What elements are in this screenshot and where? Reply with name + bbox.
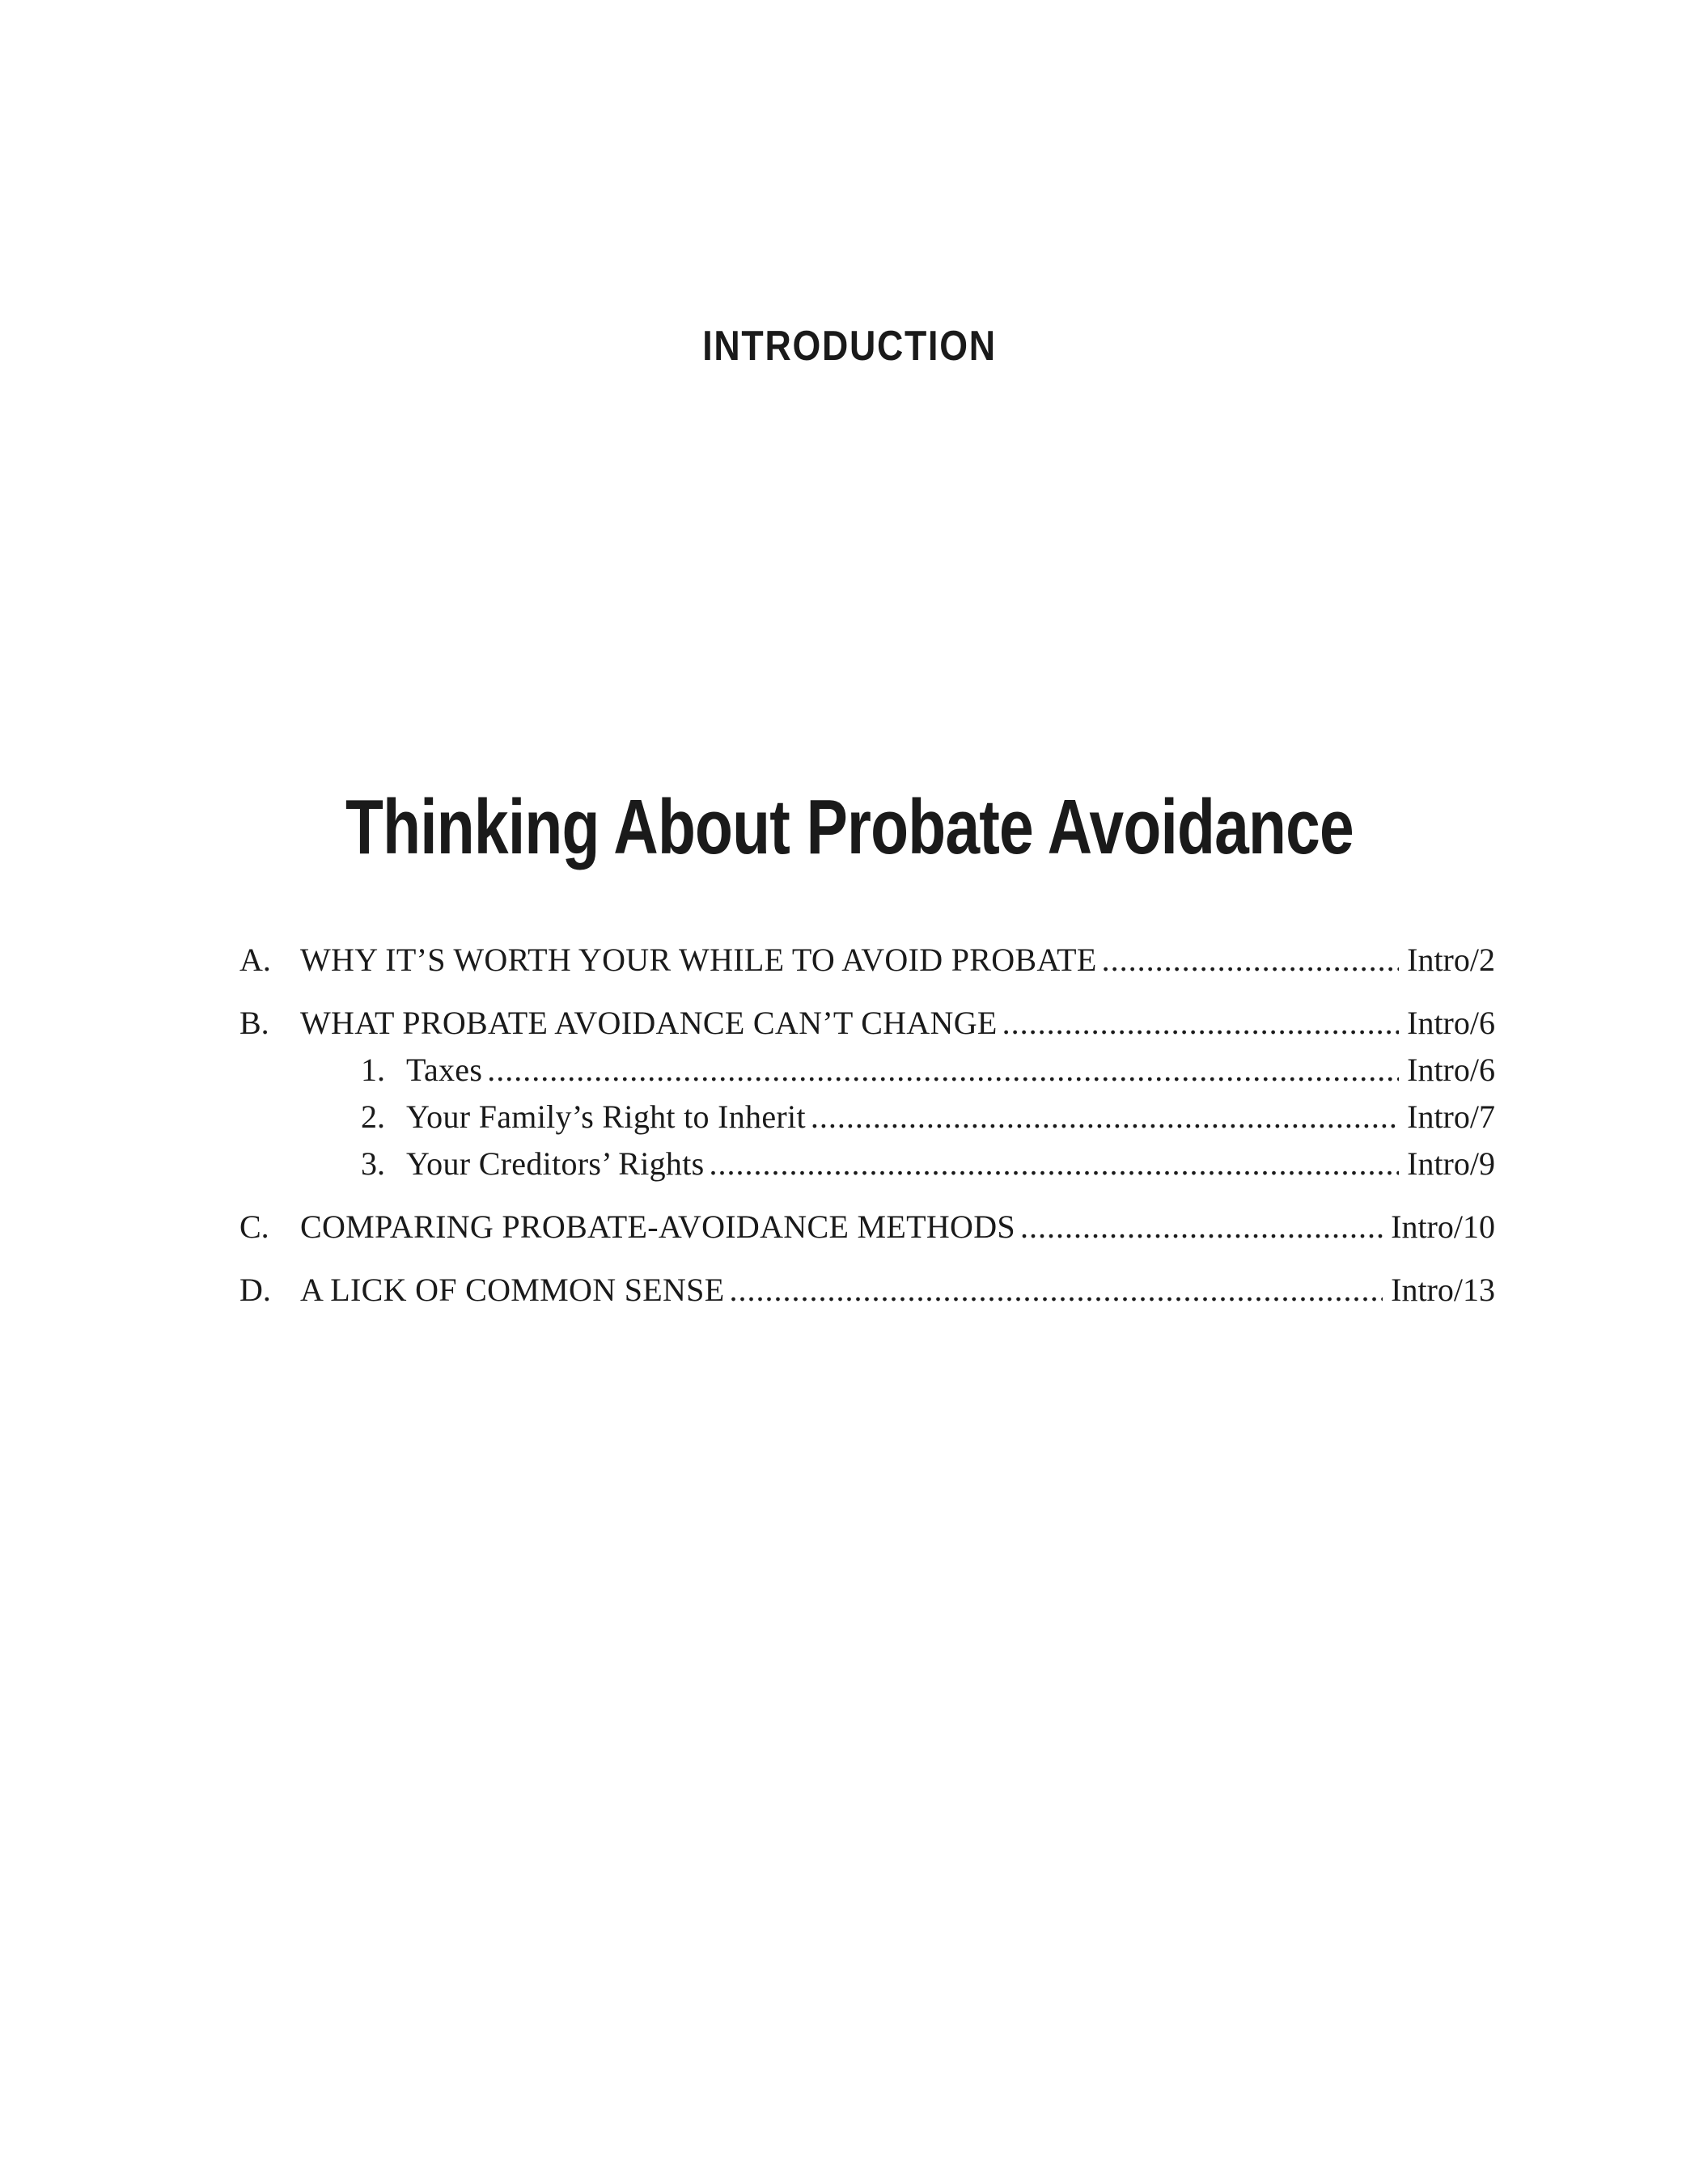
toc-subentry-title: Your Family’s Right to Inherit [406, 1098, 806, 1135]
toc-subentry-number: 3. [361, 1145, 385, 1182]
toc-subentry-title: Your Creditors’ Rights [406, 1145, 705, 1182]
toc-entry-page: Intro/13 [1391, 1272, 1495, 1308]
toc-entry-title: COMPARING PROBATE-AVOIDANCE METHODS [300, 1208, 1015, 1245]
toc-subentry-b3[interactable] [239, 1141, 1495, 1187]
toc-subentry-page: Intro/7 [1407, 1098, 1495, 1135]
toc-leader-dots [729, 1267, 1383, 1314]
toc-subentry-b2[interactable] [239, 1094, 1495, 1141]
toc-subentry-number: 2. [361, 1098, 385, 1135]
toc-leader-dots [487, 1047, 1399, 1094]
toc-leader-dots [1002, 1000, 1399, 1047]
toc-subentry-title: Taxes [406, 1052, 483, 1088]
toc-entry-d[interactable] [239, 1267, 1495, 1314]
toc-entry-letter: C. [239, 1208, 269, 1245]
toc-entry-title: WHY IT’S WORTH YOUR WHILE TO AVOID PROBATE [300, 942, 1097, 978]
toc-leader-dots [1020, 1204, 1383, 1251]
page-title: Thinking About Probate Avoidance [345, 784, 1354, 870]
toc-entry-page: Intro/10 [1391, 1208, 1495, 1245]
toc-entry-title: WHAT PROBATE AVOIDANCE CAN’T CHANGE [300, 1005, 998, 1041]
toc-entry-letter: D. [239, 1272, 271, 1308]
toc-subentry-b1[interactable] [239, 1047, 1495, 1094]
toc-subentry-page: Intro/6 [1407, 1052, 1495, 1088]
table-of-contents [239, 937, 1495, 1330]
chapter-label: INTRODUCTION [702, 323, 997, 370]
toc-leader-dots [1102, 937, 1399, 984]
toc-entry-page: Intro/2 [1407, 942, 1495, 978]
toc-entry-b[interactable] [239, 1000, 1495, 1047]
toc-entry-page: Intro/6 [1407, 1005, 1495, 1041]
toc-subentry-number: 1. [361, 1052, 385, 1088]
toc-entry-a[interactable] [239, 937, 1495, 984]
toc-entry-title: A LICK OF COMMON SENSE [300, 1272, 725, 1308]
toc-entry-c[interactable] [239, 1204, 1495, 1251]
toc-entry-letter: A. [239, 942, 271, 978]
toc-entry-letter: B. [239, 1005, 269, 1041]
toc-subentry-page: Intro/9 [1407, 1145, 1495, 1182]
toc-leader-dots [811, 1094, 1399, 1141]
toc-leader-dots [710, 1141, 1400, 1187]
